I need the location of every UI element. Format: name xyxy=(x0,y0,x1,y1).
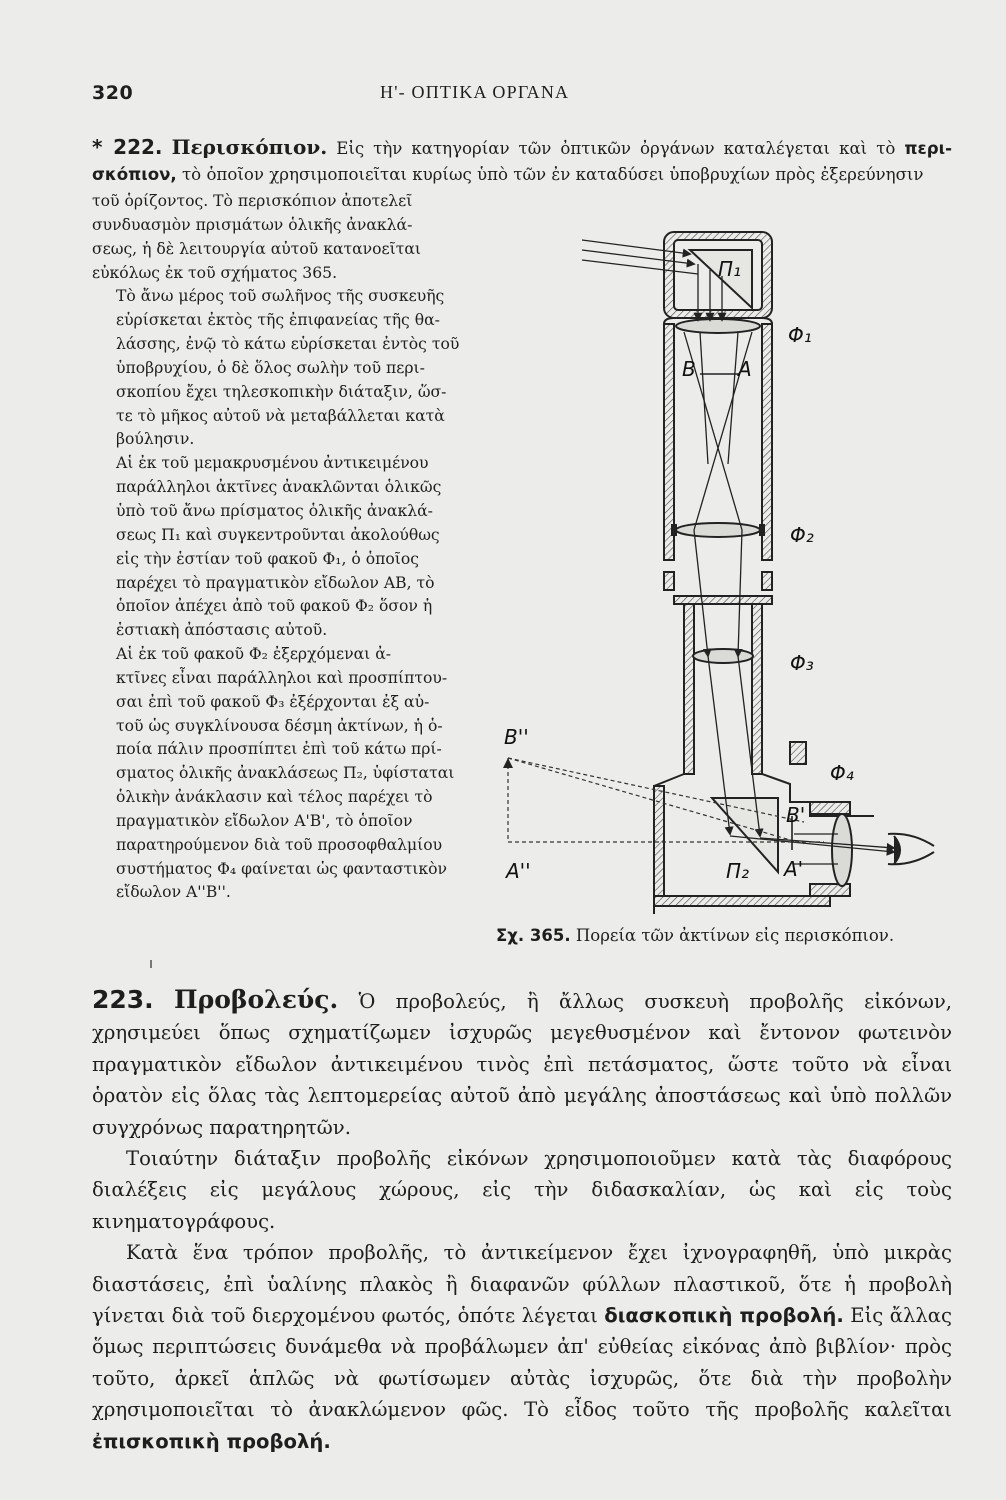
section-number: 223. xyxy=(92,985,154,1014)
text-line: εὐκόλως ἐκ τοῦ σχήματος 365. xyxy=(92,263,338,282)
label-phi4: Φ₄ xyxy=(830,761,854,785)
text-line: σκοπίου ἔχει τηλεσκοπικὴν διάταξιν, ὥσ- xyxy=(116,382,447,401)
paragraph-text: Εἰς ἄλλας ὅμως περιπτώσεις δυνάμεθα νὰ προβάλωμεν ἀπ' εὐθείας εἰκόνας ἀπὸ βιβλίον· πρὸς τοῦτο, ἀρκεῖ ἁπλῶς νὰ φωτίσωμεν αὐτὰς ἰσχυρῶς, ὅτε διὰ τὴν προβολὴν χρησιμοποιεῖται τὸ ἀνακλώμενον φῶς. Τὸ εἶδος τοῦτο τῆς προβολῆς καλεῖται xyxy=(92,1304,952,1422)
label-a: A xyxy=(738,357,752,381)
text-line: εὑρίσκεται ἐκτὸς τῆς ἐπιφανείας τῆς θα- xyxy=(116,311,440,330)
text-line: βούλησιν. xyxy=(116,430,195,449)
text-line: παρατηρούμενον διὰ τοῦ προσοφθαλμίου xyxy=(116,835,443,854)
text-line: τοῦ ὁρίζοντος. Τὸ περισκόπιον ἀποτελεῖ xyxy=(92,192,413,210)
paragraph xyxy=(92,643,464,905)
label-a1: A' xyxy=(784,857,804,881)
text-line: πραγματικὸν εἴδωλον Α'Β', τὸ ὁποῖον xyxy=(116,811,413,830)
label-pi1: Π₁ xyxy=(718,257,742,281)
section-number: * 222. xyxy=(92,135,163,159)
margin-mark xyxy=(150,960,152,968)
caption-label: Σχ. 365. xyxy=(496,926,571,945)
intro-text-continued: τὸ ὁποῖον χρησιμοποιεῖται κυρίως ὑπὸ τῶν ἐν καταδύσει ὑποβρυχίων πρὸς ἐξερεύνησιν xyxy=(182,165,924,184)
text-line: σαι ἐπὶ τοῦ φακοῦ Φ₃ ἐξέρχονται ἐξ αὐ- xyxy=(116,692,430,711)
paragraph xyxy=(92,190,464,285)
paragraph: Τοιαύτην διάταξιν προβολῆς εἰκόνων χρησιμοποιοῦμεν κατὰ τὰς διαφόρους διαλέξεις εἰς μεγάλους χώρους, εἰς τὴν διδασκαλίαν, ὡς καὶ εἰς τοὺς κινηματογράφους. xyxy=(92,1147,952,1233)
paragraph-text: Ὁ προβολεύς, ἢ ἄλλως συσκευὴ προβολῆς εἰκόνων, χρησιμεύει ὅπως σχηματίζωμεν ἰσχυρῶς μεγεθυσμένον καὶ ἔντονον φωτεινὸν πραγματικὸν εἴδωλον ἀντικειμένου τινὸς ἐπὶ πετάσματος, ὥστε τοῦτο νὰ εἶναι ὁρατὸν εἰς ὅλας τὰς λεπτομερείας αὐτοῦ ἀπὸ μεγάλης ἀποστάσεως καὶ ὑπὸ πολλῶν συγχρόνως παρατηρητῶν. xyxy=(92,990,952,1139)
text-line: ὁλικὴν ἀνάκλασιν καὶ τέλος παρέχει τὸ xyxy=(116,788,433,807)
lens-phi3 xyxy=(693,649,753,663)
label-pi2: Π₂ xyxy=(726,859,750,883)
upper-tube xyxy=(664,318,772,590)
label-b: B xyxy=(682,357,696,381)
text-line: ἑστιακὴ ἀπόστασις αὐτοῦ. xyxy=(116,621,328,640)
paragraph xyxy=(92,285,464,452)
section-title: Περισκόπιον. xyxy=(171,135,328,159)
text-line: σματος ὁλικῆς ἀνακλάσεως Π₂, ὑφίσταται xyxy=(116,764,455,783)
figure-caption xyxy=(496,926,894,945)
lower-tube xyxy=(674,596,772,774)
text-line: σεως Π₁ καὶ συγκεντροῦνται ἀκολούθως xyxy=(116,525,440,544)
section-223 xyxy=(92,984,952,1457)
text-line: σεως, ἡ δὲ λειτουργία αὐτοῦ κατανοεῖται xyxy=(92,239,421,258)
label-phi1: Φ₁ xyxy=(788,323,812,347)
text-line: Αἱ ἐκ τοῦ φακοῦ Φ₂ ἐξερχόμεναι ἀ- xyxy=(116,645,391,664)
lens-phi1 xyxy=(676,319,760,333)
page-number: 320 xyxy=(92,82,134,104)
paragraph xyxy=(92,984,952,1143)
eye-icon xyxy=(888,834,934,865)
section-222-heading xyxy=(92,134,952,188)
term-periscope: περι-σκόπιον, xyxy=(92,139,952,184)
label-b1: B' xyxy=(786,803,806,827)
term-diascopic: διασκοπικὴ προβολή. xyxy=(604,1304,844,1328)
ray-paths xyxy=(684,264,894,864)
section-title: Προβολεύς. xyxy=(174,985,339,1014)
label-a2: A'' xyxy=(506,859,531,883)
text-line: συστήματος Φ₄ φαίνεται ὡς φανταστικὸν xyxy=(116,859,447,878)
text-line: συνδυασμὸν πρισμάτων ὁλικῆς ἀνακλά- xyxy=(92,215,413,234)
text-line: τοῦ ὡς συγκλίνουσα δέσμη ἀκτίνων, ἡ ὁ- xyxy=(116,716,443,735)
text-column xyxy=(92,190,464,905)
text-line: εἰς τὴν ἑστίαν τοῦ φακοῦ Φ₁, ὁ ὁποῖος xyxy=(116,549,420,568)
paragraph xyxy=(92,452,464,643)
paragraph-text: Κατὰ ἕνα τρόπον προβολῆς, τὸ ἀντικείμενον ἔχει ἰχνογραφηθῆ, ὑπὸ μικρὰς διαστάσεις, ἐπὶ ὑαλίνης πλακὸς ἢ διαφανῶν φύλλων πλαστικοῦ, ὅτε ἡ προβολὴ γίνεται διὰ τοῦ διερχομένου φωτός, ὁπότε λέγεται xyxy=(92,1241,952,1328)
text-line: ποία πάλιν προσπίπτει ἐπὶ τοῦ κάτω πρί- xyxy=(116,740,442,759)
text-line: παράλληλοι ἀκτῖνες ἀνακλῶνται ὁλικῶς xyxy=(116,478,442,497)
text-line: ὁποῖον ἀπέχει ἀπὸ τοῦ φακοῦ Φ₂ ὅσον ἡ xyxy=(116,597,433,616)
term-episcopic: ἐπισκοπικὴ προβολή. xyxy=(92,1429,331,1453)
caption-text: Πορεία τῶν ἀκτίνων εἰς περισκόπιον. xyxy=(575,926,895,945)
intro-text: Εἰς τὴν κατηγορίαν τῶν ὀπτικῶν ὀργάνων καταλέγεται καὶ τὸ xyxy=(336,139,896,158)
lens-phi4 xyxy=(832,814,852,886)
text-line: Αἱ ἐκ τοῦ μεμακρυσμένου ἀντικειμένου xyxy=(116,454,429,473)
paragraph xyxy=(92,1237,952,1457)
label-phi2: Φ₂ xyxy=(790,523,814,547)
text-line: παρέχει τὸ πραγματικὸν εἴδωλον ΑΒ, τὸ xyxy=(116,573,435,592)
label-b2: B'' xyxy=(504,725,529,749)
lens-phi2 xyxy=(676,523,760,537)
text-line: λάσσης, ἐνῷ τὸ κάτω εὑρίσκεται ἐντὸς τοῦ xyxy=(116,335,460,354)
running-header: Η'- ΟΠΤΙΚΑ ΟΡΓΑΝΑ xyxy=(380,82,570,102)
small-block xyxy=(790,742,806,764)
label-phi3: Φ₃ xyxy=(790,651,814,675)
text-line: τε τὸ μῆκος αὐτοῦ νὰ μεταβάλλεται κατὰ xyxy=(116,406,445,425)
text-line: ὑποβρυχίου, ὁ δὲ ὅλος σωλὴν τοῦ περι- xyxy=(116,358,425,377)
text-line: κτῖνες εἶναι παράλληλοι καὶ προσπίπτου- xyxy=(116,668,448,687)
text-line: Τὸ ἄνω μέρος τοῦ σωλῆνος τῆς συσκευῆς xyxy=(116,287,445,306)
text-line: εἴδωλον Α''Β''. xyxy=(116,883,231,902)
text-line: ὑπὸ τοῦ ἄνω πρίσματος ὁλικῆς ἀνακλά- xyxy=(116,501,433,520)
periscope-diagram xyxy=(494,224,954,914)
